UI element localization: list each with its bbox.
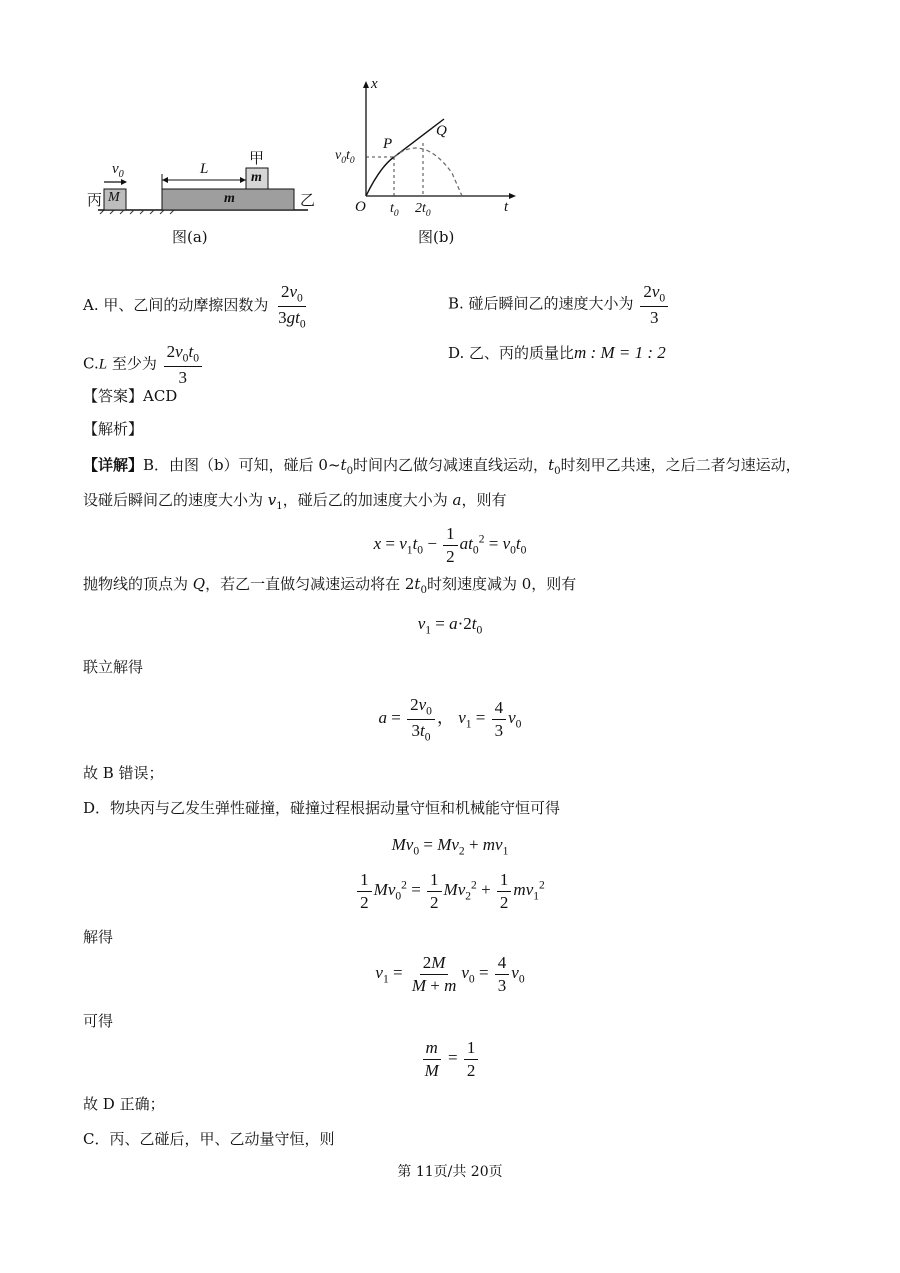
label-t0: $t_0$	[390, 201, 399, 219]
equation-3: a = $\frac{2v_0}{3t_0}$ ， $v_1$ = $\frac{4}{3}$ $v_0$	[378, 695, 522, 744]
detail-line-1: 【详解】B．由图（b）可知，碰后 $0\sim t_0$时间内乙做匀减速直线运动，$t_0$时刻甲乙共速，之后二者匀速运动，	[83, 456, 801, 477]
label-jia: 甲	[249, 149, 265, 167]
fraction-A: $\frac{2v_0}{3gt_0}$	[278, 282, 306, 331]
detail-line-2: 设碰后瞬间乙的速度大小为 $v_1$，碰后乙的加速度大小为 a，则有	[83, 491, 507, 512]
equation-2: $v_1 = a\cdot 2t_0$	[417, 614, 483, 637]
label-v0: $v_0$	[112, 161, 124, 180]
answer: 【答案】ACD	[83, 387, 178, 405]
page-footer: 第 11页/共 20页	[397, 1164, 503, 1180]
label-m-board: m	[224, 191, 235, 206]
label-yi: 乙	[300, 191, 316, 209]
label-L: L	[200, 161, 209, 177]
curve-dashed	[394, 148, 462, 196]
option-C: C.L 至少为 $\frac{2v_0t_0}{3}$	[83, 342, 204, 387]
detail-line-8: 可得	[83, 1012, 114, 1030]
figure-b	[340, 75, 530, 220]
analysis-label: 【解析】	[83, 420, 144, 438]
fraction-C: $\frac{2v_0t_0}{3}$	[164, 342, 202, 387]
detail-line-3: 抛物线的顶点为 Q，若乙一直做匀减速运动将在 $2t_0$时刻速度减为 0，则有	[83, 575, 577, 596]
caption-b: 图(b)	[418, 228, 455, 246]
label-M: M	[108, 190, 120, 205]
label-m-small: m	[251, 170, 262, 185]
detail-line-9: 故 D 正确；	[83, 1095, 165, 1113]
option-A: A. 甲、乙间的动摩擦因数为 $\frac{2v_0}{3gt_0}$	[83, 282, 311, 330]
caption-a: 图(a)	[172, 228, 208, 246]
label-x: x	[371, 76, 378, 92]
label-bing: 丙	[87, 191, 103, 209]
equation-7: $\frac{m}{M}$ = $\frac{1}{2}$	[0, 1038, 900, 1080]
detail-line-5: 故 B 错误；	[83, 764, 164, 782]
option-D: D. 乙、丙的质量比m : M = 1 : 2	[448, 343, 666, 362]
label-t: t	[504, 199, 509, 215]
label-Q: Q	[436, 123, 447, 139]
detail-line-10: C．丙、乙碰后，甲、乙动量守恒，则	[83, 1130, 335, 1148]
equation-6: $v_1$ = $\frac{2M}{M + m}$ $v_0$ = $\frac{4}{3}$ $v_0$	[375, 953, 525, 995]
detail-line-7: 解得	[83, 928, 114, 946]
detail-line-4: 联立解得	[83, 658, 144, 676]
detail-line-6: D．物块丙与乙发生弹性碰撞，碰撞过程根据动量守恒和机械能守恒可得	[83, 799, 561, 817]
label-2t0: $2t_0$	[415, 201, 431, 219]
fraction-B: $\frac{2v_0}{3}$	[640, 282, 668, 327]
equation-1: $x = v_1t_0$ − $\frac{1}{2}$ $at_0^2 = v_0t_0$	[373, 524, 527, 566]
option-B: B. 碰后瞬间乙的速度大小为 $\frac{2v_0}{3}$	[448, 282, 670, 327]
label-v0t0: $v_0t_0$	[335, 148, 355, 166]
curve-solid	[366, 119, 444, 196]
label-P: P	[383, 136, 393, 152]
equation-5: $\frac{1}{2}$ $Mv_0^2$ = $\frac{1}{2}$ $Mv_2^2$ + $\frac{1}{2}$ $mv_1^2$	[0, 870, 900, 912]
label-O: O	[355, 199, 366, 215]
equation-4: $Mv_0 = Mv_2 + mv_1$	[391, 835, 509, 858]
